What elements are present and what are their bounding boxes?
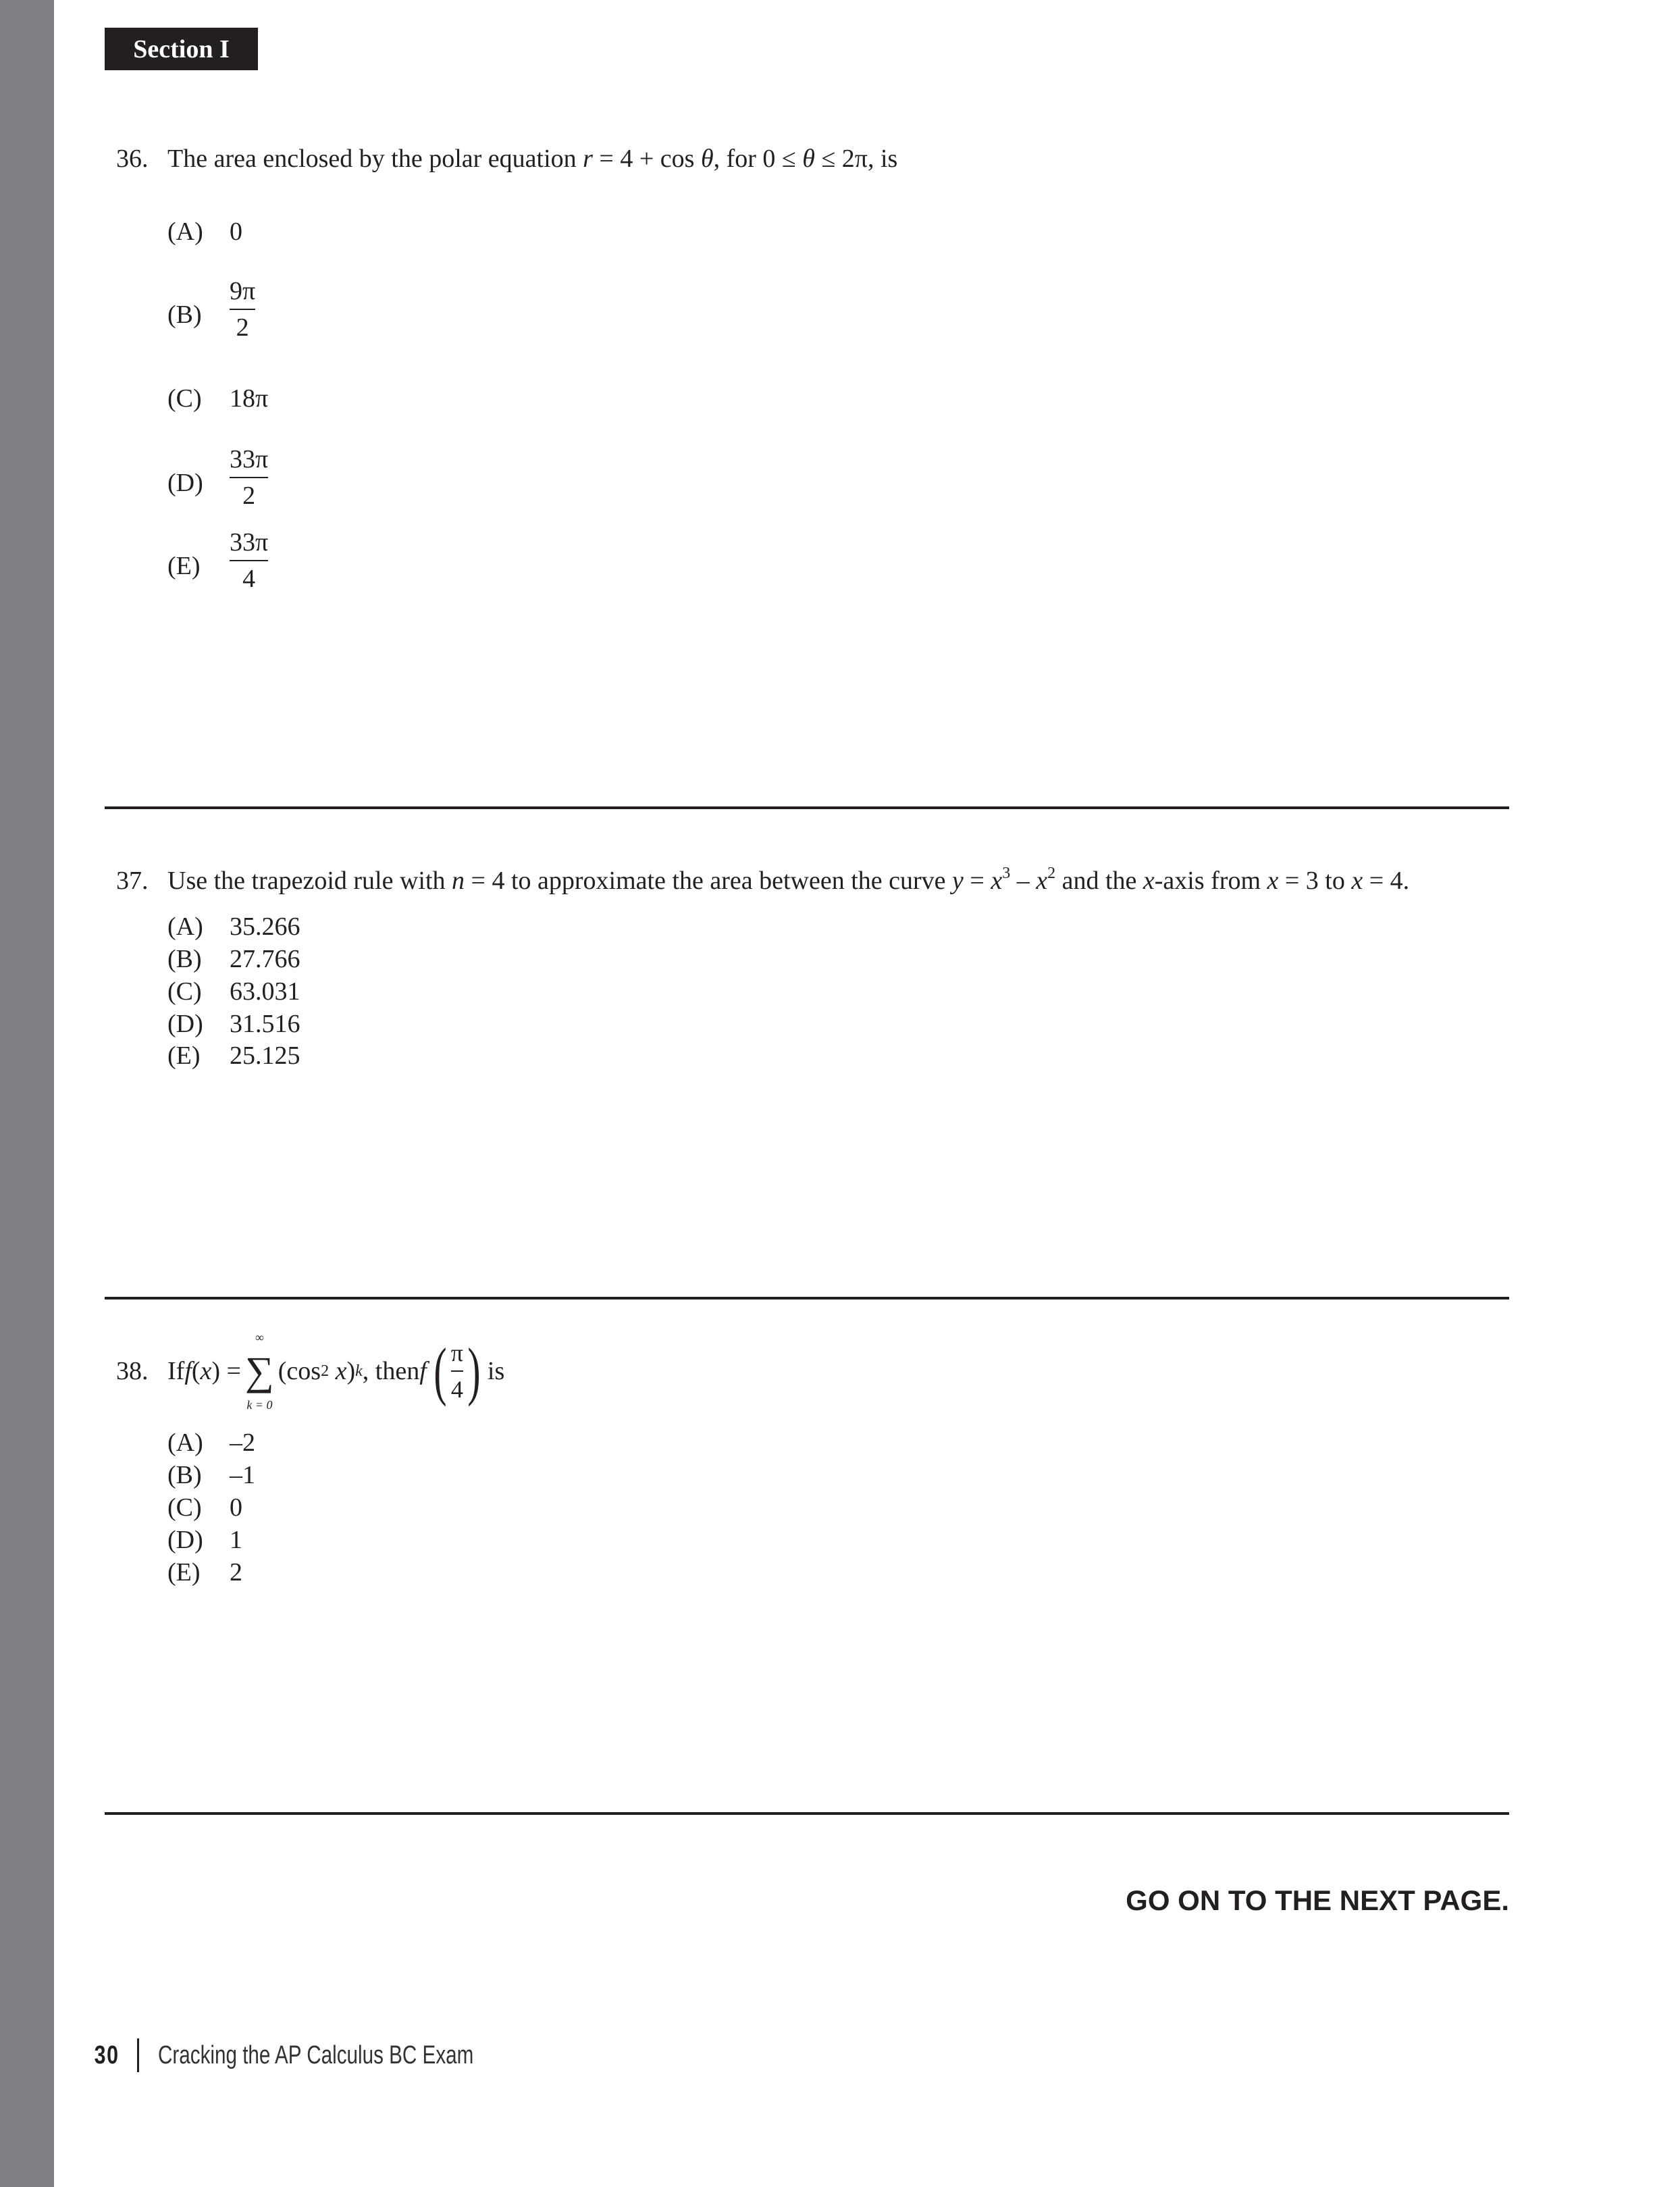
question-37-number: 37. [116,867,149,895]
option-38-b-label: (B) [167,1461,202,1489]
question-36-stem: The area enclosed by the polar equation r = 4 + cos θ, for 0 ≤ θ ≤ 2π, is [167,145,898,173]
book-title: Cracking the AP Calculus BC Exam [158,2040,474,2069]
option-36-b-fraction: 9π 2 [230,277,256,342]
divider [105,806,1509,809]
option-38-e-value: 2 [230,1558,242,1587]
question-36-number: 36. [116,145,149,173]
option-38-c-label: (C) [167,1493,202,1522]
option-36-e-label: (E) [167,552,201,580]
option-38-a-value: –2 [230,1429,255,1457]
option-36-a-label: (A) [167,217,203,246]
option-36-e-fraction: 33π 4 [230,528,269,593]
option-36-c-value: 18π [230,384,269,413]
section-badge [105,28,258,70]
option-36-d-label: (D) [167,469,203,497]
go-on-notice: GO ON TO THE NEXT PAGE. [1126,1884,1509,1916]
option-36-c-label: (C) [167,384,202,413]
pi-over-4-fraction: π 4 [450,1339,463,1403]
option-37-e-label: (E) [167,1041,201,1070]
option-37-d-value: 31.516 [230,1010,300,1038]
footer-divider [137,2038,139,2072]
option-38-e-label: (E) [167,1558,201,1587]
option-37-c-value: 63.031 [230,977,300,1006]
question-37-stem: Use the trapezoid rule with n = 4 to approximate the area between the curve $y = x^3 - x^2$ and the x-axis from x = 3 to x = 4. [167,865,1410,895]
divider [105,1812,1509,1815]
question-38-number: 38. [116,1357,149,1385]
option-36-a-value: 0 [230,217,242,246]
option-37-a-value: 35.266 [230,912,300,941]
page-number: 30 [94,2040,120,2069]
option-38-a-label: (A) [167,1429,203,1457]
option-37-e-value: 25.125 [230,1041,300,1070]
option-37-d-label: (D) [167,1010,203,1038]
option-37-b-value: 27.766 [230,945,300,973]
page-margin-bar [0,0,54,2187]
option-37-b-label: (B) [167,945,202,973]
page-footer [91,2038,562,2072]
summation-symbol: ∞ ∑ k = 0 [245,1331,274,1412]
option-38-d-label: (D) [167,1526,203,1554]
option-37-a-label: (A) [167,912,203,941]
question-38-stem: If f ( x ) = ∞ ∑ k = 0 (cos 2 x ) k , then f ( π 4 ) is [167,1320,504,1422]
option-36-b-label: (B) [167,301,202,329]
divider [105,1297,1509,1300]
section-label: Section I [133,34,230,63]
option-38-d-value: 1 [230,1526,242,1554]
option-38-c-value: 0 [230,1493,242,1522]
option-37-c-label: (C) [167,977,202,1006]
option-38-b-value: –1 [230,1461,255,1489]
option-36-d-fraction: 33π 2 [230,445,269,510]
